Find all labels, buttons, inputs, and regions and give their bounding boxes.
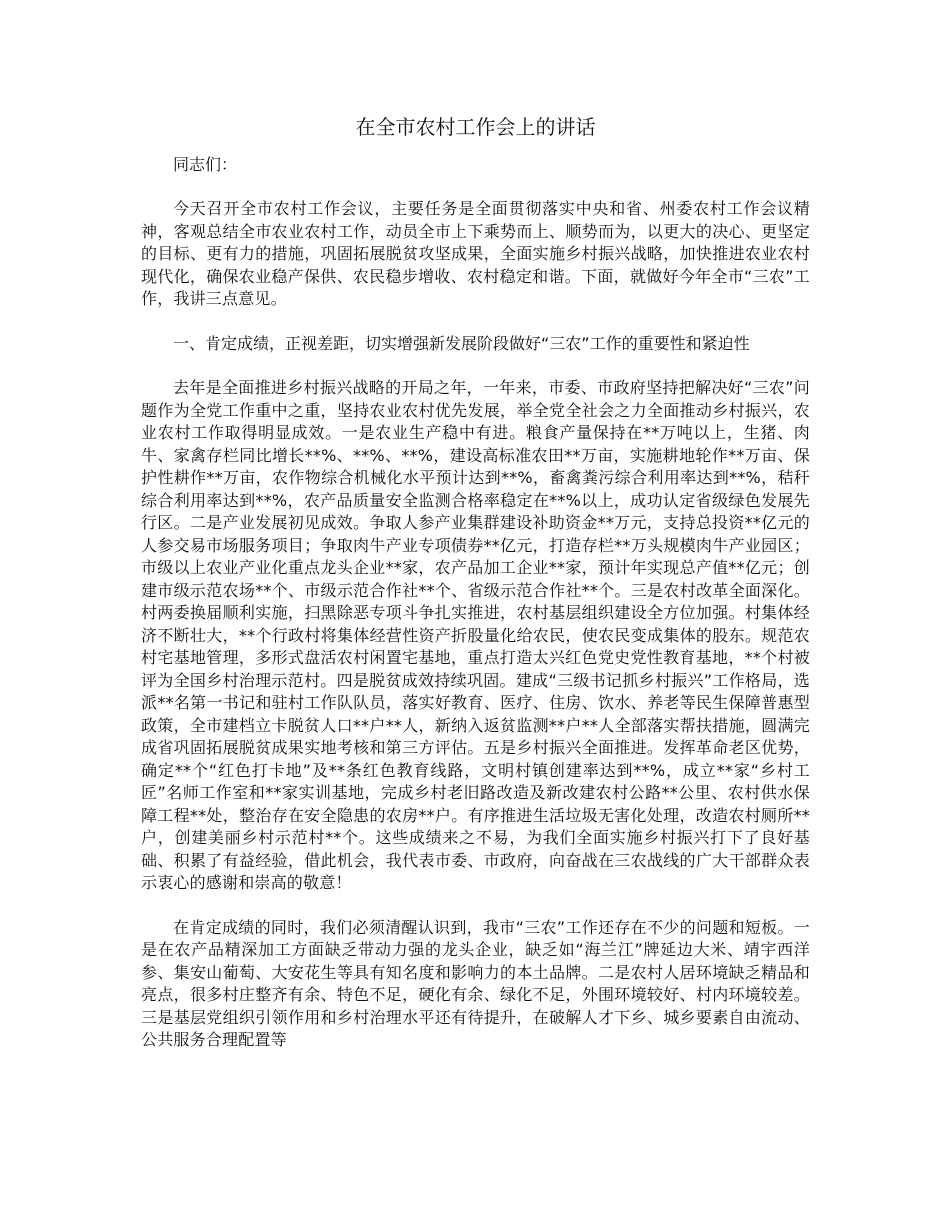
paragraph-opening: 今天召开全市农村工作会议，主要任务是全面贯彻落实中央和省、州委农村工作会议精神，客观总结全市农业农村工作，动员全市上下乘势而上、顺势而为，以更大的决心、更坚定的目标、更有力的措施，巩固拓展脱贫攻坚成果，全面实施乡村振兴战略，加快推进农业农村现代化，确保农业稳产保供、农民稳步增收、农村稳定和谐。下面，就做好今年全市“三农”工作，我讲三点意见。	[141, 199, 810, 308]
document-title: 在全市农村工作会上的讲话	[355, 115, 596, 139]
document-page	[141, 112, 810, 1074]
salutation: 同志们：	[173, 155, 238, 174]
section-heading-1: 一、肯定成绩，正视差距，切实增强新发展阶段做好“三农”工作的重要性和紧迫性	[173, 333, 750, 353]
paragraph-achievements: 去年是全面推进乡村振兴战略的开局之年，一年来，市委、市政府坚持把解决好“三农”问题作为全党工作重中之重，坚持农业农村优先发展，举全党全社会之力全面推动乡村振兴，农业农村工作取得明显成效。一是农业生产稳中有进。粮食产量保持在**万吨以上，生猪、肉牛、家禽存栏同比增长**%、**%、**%，建设高标准农田**万亩，实施耕地轮作**万亩、保护性耕作**万亩，农作物综合机械化水平预计达到**%，畜禽粪污综合利用率达到**%，秸秆综合利用率达到**%，农产品质量安全监测合格率稳定在**%以上，成功认定省级绿色发展先行区。二是产业发展初见成效。争取人参产业集群建设补助资金**万元，支持总投资**亿元的人参交易市场服务项目；争取肉牛产业专项债券**亿元，打造存栏**万头规模肉牛产业园区；市级以上农业产业化重点龙头企业**家，农产品加工企业**家，预计年实现总产值**亿元；创建市级示范农场**个、市级示范合作社**个、省级示范合作社**个。三是农村改革全面深化。村两委换届顺利实施，扫黑除恶专项斗争扎实推进，农村基层组织建设全方位加强。村集体经济不断壮大，**个行政村将集体经营性资产折股量化给农民，使农民变成集体的股东。规范农村宅基地管理，多形式盘活农村闲置宅基地，重点打造太兴红色党史党性教育基地，**个村被评为全国乡村治理示范村。四是脱贫成效持续巩固。建成“三级书记抓乡村振兴”工作格局，选派**名第一书记和驻村工作队队员，落实好教育、医疗、住房、饮水、养老等民生保障普惠型政策，全市建档立卡脱贫人口**户**人，新纳入返贫监测**户**人全部落实帮扶措施，圆满完成省巩固拓展脱贫成果实地考核和第三方评估。五是乡村振兴全面推进。发挥革命老区优势，确定**个“红色打卡地”及**条红色教育线路，文明村镇创建率达到**%，成立**家“乡村工匠”名师工作室和**家实训基地，完成乡村老旧路改造及新改建农村公路**公里、农村供水保障工程**处，整治存在安全隐患的农房**户。有序推进生活垃圾无害化处理，改造农村厕所**户，创建美丽乡村示范村**个。这些成绩来之不易，为我们全面实施乡村振兴打下了良好基础、积累了有益经验，借此机会，我代表市委、市政府，向奋战在三农战线的广大干部群众表示衷心的感谢和崇高的敬意！	[141, 378, 810, 892]
paragraph-problems: 在肯定成绩的同时，我们必须清醒认识到，我市“三农”工作还存在不少的问题和短板。一是在农产品精深加工方面缺乏带动力强的龙头企业，缺乏如“海兰江”牌延边大米、靖宇西洋参、集安山葡萄、大安花生等具有知名度和影响力的本土品牌。二是农村人居环境缺乏精品和亮点，很多村庄整齐有余、特色不足，硬化有余、绿化不足，外围环境较好、村内环境较差。三是基层党组织引领作用和乡村治理水平还有待提升，在破解人才下乡、城乡要素自由流动、公共服务合理配置等	[141, 917, 810, 1049]
